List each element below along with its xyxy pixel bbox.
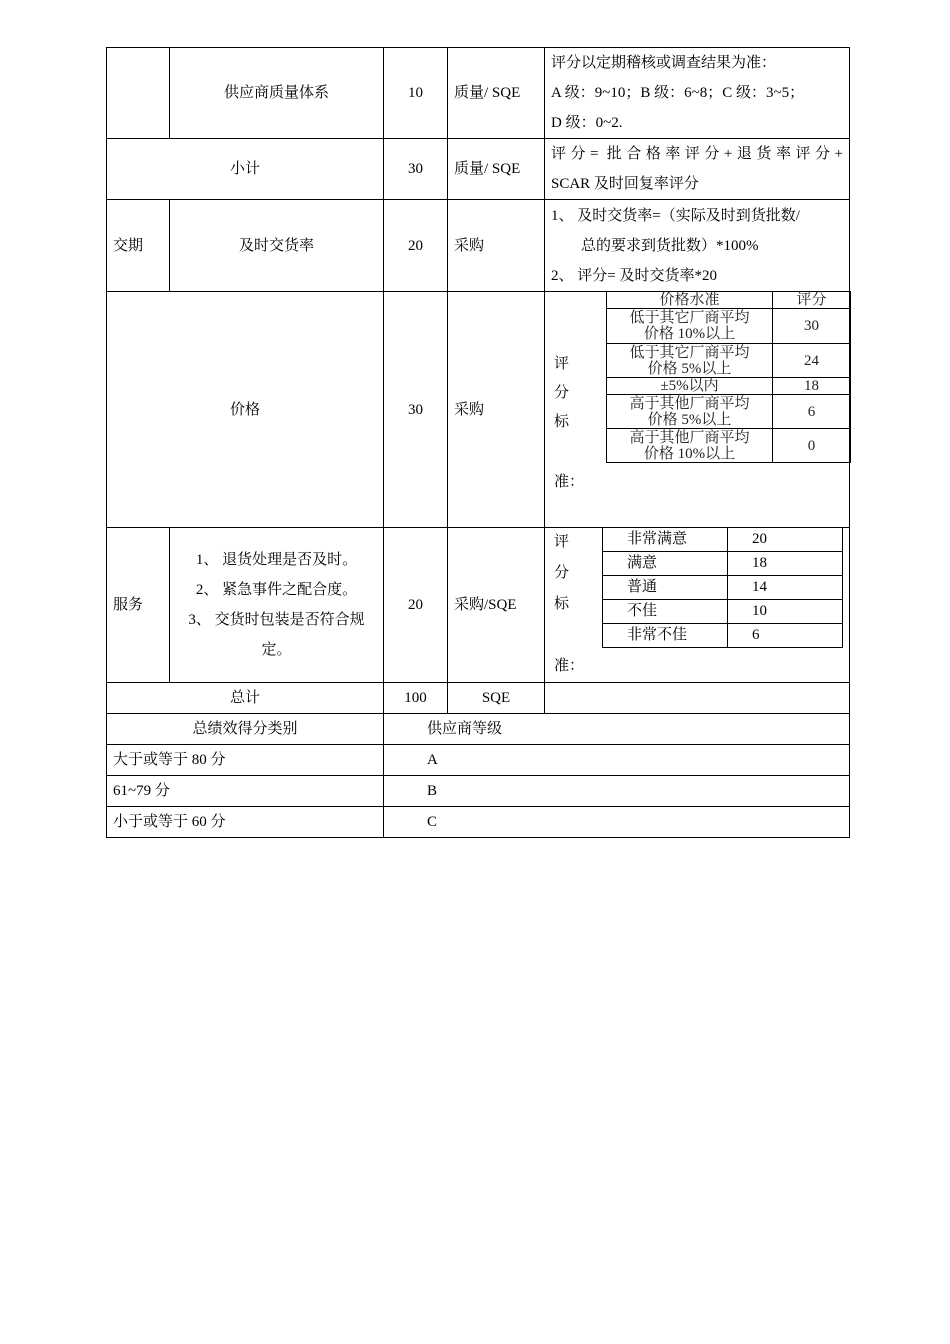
service-scoring-table [602, 527, 843, 648]
criteria-cell [545, 139, 850, 200]
price-score: 30 [773, 309, 851, 344]
price-level: 低于其它厂商平均 价格 5%以上 [607, 344, 773, 378]
criteria-line: D 级：0~2. [551, 115, 623, 131]
supplier-evaluation-table [106, 47, 850, 838]
criteria-line: A 级：9~10；B 级：6~8；C 级：3~5； [551, 85, 805, 101]
price-criteria-wrap [545, 292, 849, 526]
category-cell: 交期 [107, 200, 170, 292]
price-score: 0 [773, 429, 851, 463]
service-table-row [603, 528, 843, 552]
service-score: 14 [728, 576, 843, 600]
service-score: 18 [728, 552, 843, 576]
category-cell: 服务 [107, 528, 170, 683]
grading-range: 大于或等于 80 分 [107, 745, 384, 776]
criteria-line: 1、 及时交货率=（实际及时到货批数/ [551, 207, 800, 224]
service-item: 1、 退货处理是否及时。 [195, 552, 358, 568]
header-score: 评分 [773, 292, 851, 309]
service-level: 满意 [603, 552, 728, 576]
owner-cell: 采购/SQE [448, 528, 545, 683]
criteria-label-char: 分 [554, 385, 570, 401]
header-level: 价格水准 [607, 292, 773, 309]
criteria-line: 评分= 批合格率评分+退货率评分+ [551, 146, 843, 162]
service-level: 非常满意 [603, 528, 728, 552]
criteria-label-char: 评 [554, 356, 570, 372]
grading-row [107, 745, 850, 776]
service-table-row [603, 624, 843, 648]
criteria-label-char: 标 [554, 414, 570, 430]
owner-cell: 采购 [448, 292, 545, 528]
score-cell: 20 [384, 528, 448, 683]
score-cell: 20 [384, 200, 448, 292]
criteria-line: 2、 评分= 及时交货率*20 [551, 267, 717, 284]
owner-cell: 采购 [448, 200, 545, 292]
service-score: 10 [728, 600, 843, 624]
criteria-label-char: 准： [554, 658, 585, 674]
criteria-cell [545, 48, 850, 139]
service-level: 非常不佳 [603, 624, 728, 648]
score-cell: 30 [384, 139, 448, 200]
row-total [107, 683, 850, 714]
item-cell: 及时交货率 [170, 200, 384, 292]
service-items-cell [170, 528, 384, 683]
score-cell: 30 [384, 292, 448, 528]
criteria-cell [545, 292, 850, 528]
service-table-row [603, 552, 843, 576]
criteria-label-char: 评 [554, 534, 570, 550]
subtotal-label: 小计 [107, 139, 384, 200]
grading-grade: A [384, 745, 850, 776]
grading-header-range: 总绩效得分类别 [107, 714, 384, 745]
service-item: 定。 [261, 642, 292, 658]
total-score: 100 [384, 683, 448, 714]
grading-row [107, 807, 850, 838]
item-cell: 供应商质量体系 [170, 48, 384, 139]
price-level: 高于其他厂商平均 价格 10%以上 [607, 429, 773, 463]
price-table-header [607, 292, 851, 309]
total-owner: SQE [448, 683, 545, 714]
grading-range: 61~79 分 [107, 776, 384, 807]
price-level: 低于其它厂商平均 价格 10%以上 [607, 309, 773, 344]
criteria-line: SCAR 及时回复率评分 [551, 176, 699, 192]
price-table-row [607, 395, 851, 429]
service-item: 2、 紧急事件之配合度。 [195, 582, 358, 598]
price-table-row [607, 378, 851, 395]
criteria-label-char: 准： [554, 474, 585, 490]
owner-cell: 质量/ SQE [448, 139, 545, 200]
row-subtotal [107, 139, 850, 200]
grading-grade: B [384, 776, 850, 807]
row-delivery [107, 200, 850, 292]
service-table-row [603, 576, 843, 600]
score-cell: 10 [384, 48, 448, 139]
grading-row [107, 776, 850, 807]
price-table-row [607, 309, 851, 344]
item-cell: 价格 [107, 292, 384, 528]
row-quality-system [107, 48, 850, 139]
grading-header-row [107, 714, 850, 745]
total-label: 总计 [107, 683, 384, 714]
price-level: ±5%以内 [607, 378, 773, 395]
grading-range: 小于或等于 60 分 [107, 807, 384, 838]
service-item: 3、 交货时包装是否符合规 [188, 612, 365, 628]
price-score: 18 [773, 378, 851, 395]
grading-grade: C [384, 807, 850, 838]
service-criteria-wrap [545, 528, 849, 681]
price-score: 6 [773, 395, 851, 429]
price-scoring-table [606, 291, 851, 463]
criteria-cell [545, 528, 850, 683]
service-score: 6 [728, 624, 843, 648]
service-level: 普通 [603, 576, 728, 600]
row-service [107, 528, 850, 683]
criteria-line: 总的要求到货批数）*100% [581, 237, 759, 254]
total-criteria-empty [545, 683, 850, 714]
criteria-cell [545, 200, 850, 292]
price-level: 高于其他厂商平均 价格 5%以上 [607, 395, 773, 429]
owner-cell: 质量/ SQE [448, 48, 545, 139]
row-price [107, 292, 850, 528]
grading-header-grade: 供应商等级 [384, 714, 850, 745]
price-score: 24 [773, 344, 851, 378]
criteria-line: 评分以定期稽核或调查结果为准： [551, 55, 777, 71]
category-cell-empty [107, 48, 170, 139]
service-table-row [603, 600, 843, 624]
price-table-row [607, 344, 851, 378]
criteria-label-char: 分 [554, 565, 570, 581]
service-score: 20 [728, 528, 843, 552]
price-table-row [607, 429, 851, 463]
service-level: 不佳 [603, 600, 728, 624]
criteria-label-char: 标 [554, 596, 570, 612]
